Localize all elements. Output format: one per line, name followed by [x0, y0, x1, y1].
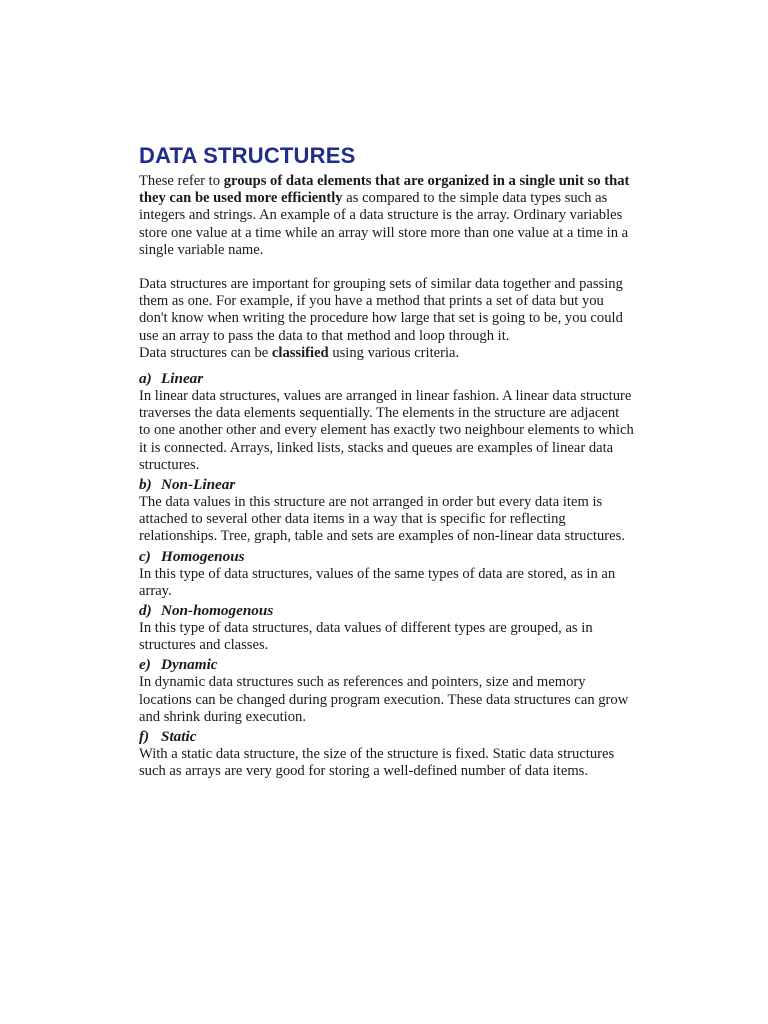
classified-prefix: Data structures can be [139, 344, 272, 361]
section-heading-non-homogenous [139, 602, 634, 620]
section-heading-non-linear [139, 476, 634, 494]
section-body-non-linear: The data values in this structure are not arranged in order but every data item is attached to several other data items in a way that is specific for reflecting relationships. Tree, graph, table and sets are examples of non-linear data structures. [139, 494, 625, 545]
section-letter: c) [139, 547, 151, 565]
section-body-non-homogenous: In this type of data structures, data values of different types are grouped, as in structures and classes. [139, 620, 593, 654]
section-heading-static [139, 728, 634, 746]
section-body-static: With a static data structure, the size of the structure is fixed. Static data structures such as arrays are very good for storing a well-defined number of data items. [139, 746, 615, 780]
section-title: Non-homogenous [161, 602, 274, 620]
section-body-homogenous: In this type of data structures, values of the same types of data are stored, as in an array. [139, 565, 616, 599]
section-title: Homogenous [161, 547, 245, 565]
section-heading-linear [139, 370, 634, 388]
intro-prefix: These refer to [139, 173, 224, 189]
paragraph-spacer [139, 259, 634, 276]
classified-bold: classified [271, 344, 329, 361]
section-body-dynamic: In dynamic data structures such as references and pointers, size and memory locations can be changed during program execution. These data structures can grow and shrink during execution. [139, 674, 629, 725]
section-letter: e) [139, 656, 151, 674]
classified-suffix: using various criteria. [328, 344, 460, 361]
classified-paragraph [139, 345, 634, 362]
section-title: Linear [161, 370, 204, 388]
section-body-linear: In linear data structures, values are arranged in linear fashion. A linear data structure traverses the data elements sequentially. The elements in the structure are adjacent to one another other and every element has exactly two neighbour elements to which it is connected. Arrays, linked lists, stacks and queues are examples of linear data structures. [139, 388, 634, 473]
section-title: Static [161, 728, 197, 746]
section-letter: a) [139, 370, 152, 388]
page-title: DATA STRUCTURES [139, 143, 356, 168]
intro-rest: as compared to the simple data types such as integers and strings. An example of a data structure is the array. Ordinary variables store one value at a time while an array will store more than one value at a time in a single variable name. [139, 190, 629, 258]
intro-bold-phrase: groups of data elements that are organized in a single unit so that they can be used more efficiently [139, 173, 630, 207]
section-letter: b) [139, 476, 152, 494]
section-title: Non-Linear [161, 476, 236, 494]
document-page [139, 143, 634, 780]
section-letter: d) [139, 602, 152, 620]
intro-paragraph [139, 173, 634, 259]
section-title: Dynamic [161, 656, 218, 674]
section-heading-dynamic [139, 656, 634, 674]
section-heading-homogenous [139, 548, 634, 566]
importance-paragraph: Data structures are important for grouping sets of similar data together and passing them as one. For example, if you have a method that prints a set of data but you don't know when writing the procedure how large that set is going to be, you could use an array to pass the data to that method and loop through it. [139, 276, 623, 344]
section-letter: f) [139, 728, 150, 746]
